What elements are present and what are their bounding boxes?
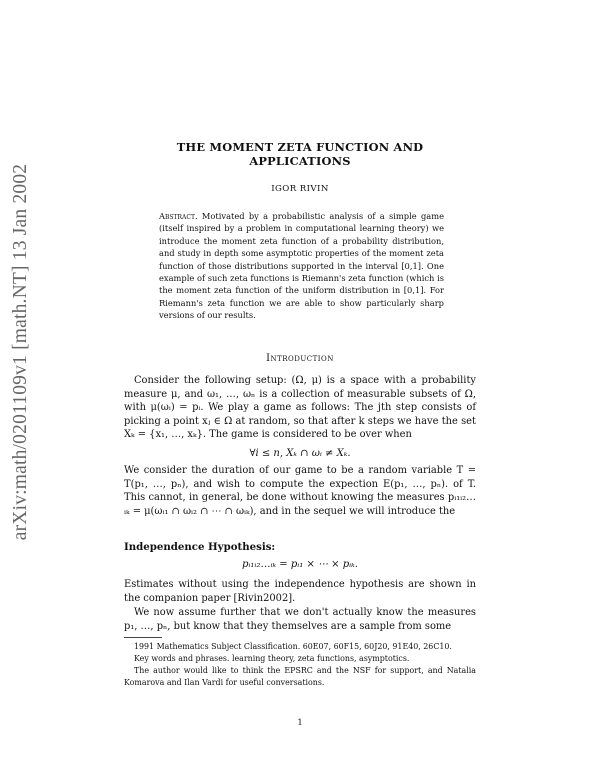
independence-hypothesis-heading: Independence Hypothesis: [124,541,276,553]
title-line-2: APPLICATIONS [249,154,351,168]
abstract-label: Abstract. [159,211,198,221]
author-name: IGOR RIVIN [271,184,329,194]
equation-2: pᵢ₁ᵢ₂…ᵢₖ = pᵢ₁ × ⋯ × pᵢₖ. [242,559,358,570]
title-line-1: THE MOMENT ZETA FUNCTION AND [176,140,424,154]
paragraph-3: Estimates without using the independence hypothesis are shown in the companion paper [Rivin2002]. [124,579,476,604]
arxiv-identifier-sidebar [4,152,38,552]
section-heading: Introduction [266,353,334,364]
footnote-divider [124,637,162,638]
footnote-classification: 1991 Mathematics Subject Classification. 60E07, 60F15, 60J20, 91E40, 26C10. [134,642,452,651]
abstract-text: Motivated by a probabilistic analysis of a simple game (itself inspired by a problem in computational learning theory) we introduce the moment zeta function of a probability distribution, and study in depth some asymptotic properties of the moment zeta function of those distributions supported in the interval [0,1]. One example of such zeta functions is Riemann's zeta function (which is the moment zeta function of the uniform distribution in [0,1]. For Riemann's zeta function we are able to show particularly sharp versions of our results. [159,211,444,321]
footnote-acknowledgements: The author would like to think the EPSRC and the NSF for support, and Natalia Komarova and Ilan Vardi for useful conversations. [124,666,476,687]
arxiv-identifier-text: arXiv:math/0201109v1 [math.NT] 13 Jan 2002 [10,163,31,541]
abstract [159,210,444,322]
footnote-keywords: Key words and phrases. learning theory, zeta functions, asymptotics. [134,654,410,663]
paragraph-1: Consider the following setup: (Ω, μ) is a space with a probability measure μ, and ω₁, …, ωₙ is a collection of measurable subsets of Ω, with μ(ωᵢ) = pᵢ. We play a game as follows: The jth step consists of picking a point xⱼ ∈ Ω at random, so that after k steps we have the set Xₖ = {x₁, …, xₖ}. The game is considered to be over when [124,375,476,441]
equation-1: ∀i ≤ n, Xₖ ∩ ωᵢ ≠ Xₖ. [249,448,351,459]
paragraph-4: We now assume further that we don't actually know the measures p₁, …, pₙ, but know that they themselves are a sample from some [124,607,476,632]
page-number: 1 [297,717,303,727]
paragraph-2: We consider the duration of our game to be a random variable T = T(p₁, …, pₙ), and wish to compute the expection E(p₁, …, pₙ). of T. This cannot, in general, be done without knowing the measures pᵢ₁ᵢ₂…ᵢₖ = μ(ωᵢ₁ ∩ ωᵢ₂ ∩ ⋯ ∩ ωᵢₖ), and in the sequel we will introduce the [124,465,476,517]
paper-title [120,140,480,168]
